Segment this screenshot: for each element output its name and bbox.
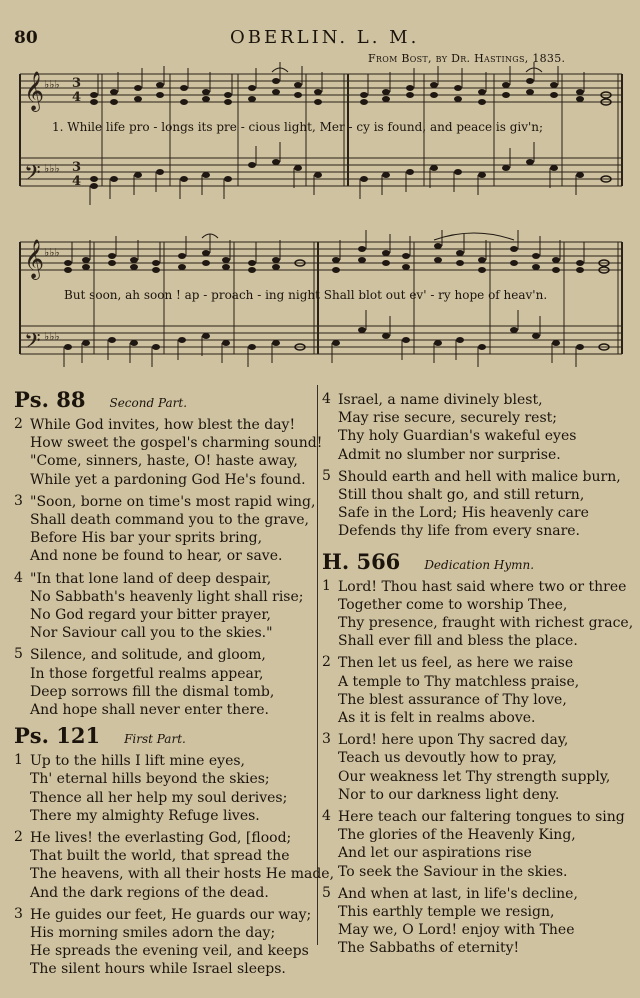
stanza-lines — [338, 578, 633, 651]
svg-text:3: 3 — [72, 76, 82, 91]
stanza-number: 3 — [322, 731, 331, 748]
verse-line: No Sabbath's heavenly light shall rise; — [30, 588, 304, 605]
verse-line: His morning smiles adorn the day; — [30, 925, 276, 942]
page-number: 80 — [14, 28, 38, 48]
stanza-lines — [338, 808, 626, 881]
stanza-number: 4 — [14, 569, 23, 586]
hymn-heading-ps88 — [14, 387, 310, 412]
hymn-heading-h566 — [322, 549, 626, 574]
stanza-lines — [30, 493, 315, 566]
verse-line: And hope shall never enter there. — [30, 702, 269, 719]
verse-line: And let our aspirations rise — [338, 845, 532, 862]
verse-line: The blest assurance of Thy love, — [338, 691, 567, 708]
stanza-number: 2 — [14, 829, 23, 846]
verse-line: Teach us devoutly how to pray, — [338, 750, 557, 767]
verse-line: Th' eternal hills beyond the skies; — [30, 771, 270, 788]
hymn-part: First Part. — [124, 732, 186, 747]
verse-line: He spreads the evening veil, and keeps — [30, 943, 309, 960]
svg-text:3: 3 — [72, 160, 82, 175]
stanza — [322, 731, 626, 804]
verse-line: And when at last, in life's decline, — [338, 885, 578, 902]
verse-line: He guides our feet, He guards our way; — [30, 906, 312, 923]
score-system-1 — [14, 62, 628, 212]
verse-line: Then let us feel, as here we raise — [338, 655, 574, 672]
verse-line: There my almighty Refuge lives. — [30, 807, 260, 824]
music-staff-system-1 — [14, 62, 628, 212]
verse-line: "Come, sinners, haste, O! haste away, — [30, 453, 298, 470]
stanza — [322, 808, 626, 881]
verse-line: And the dark regions of the dead. — [30, 884, 269, 901]
left-column — [14, 385, 335, 983]
verse-line: No God regard your bitter prayer, — [30, 607, 271, 624]
svg-text:♭♭♭: ♭♭♭ — [44, 330, 60, 343]
stanza-number: 5 — [322, 884, 331, 901]
music-staff-system-2 — [14, 230, 628, 380]
svg-text:♭♭♭: ♭♭♭ — [44, 78, 60, 91]
stanza-number: 2 — [14, 416, 23, 432]
stanza-number: 4 — [322, 808, 331, 825]
tune-title: OBERLIN. L. M. — [230, 27, 420, 48]
stanza-lines — [30, 752, 310, 825]
verse-line: Should earth and hell with malice burn, — [338, 468, 621, 485]
verse-line: Before His bar your sprits bring, — [30, 530, 263, 547]
verse-line: Admit no slumber nor surprise. — [338, 446, 561, 463]
score-system-2 — [14, 230, 628, 380]
stanza-lines — [338, 654, 626, 727]
hymn-part: Dedication Hymn. — [424, 557, 535, 572]
verse-line: The Sabbaths of eternity! — [338, 940, 520, 957]
stanza-lines — [30, 906, 311, 979]
verse-line: While God invites, how blest the day! — [30, 417, 296, 433]
stanza-number: 1 — [14, 752, 23, 769]
stanza — [14, 646, 310, 719]
verse-line: May we, O Lord! enjoy with Thee — [338, 922, 575, 939]
stanza — [14, 906, 310, 979]
verse-line: Thence all her help my soul derives; — [30, 789, 288, 806]
stanza-lines — [338, 391, 626, 464]
verse-line: A temple to Thy matchless praise, — [338, 673, 580, 690]
stanza-lines — [30, 829, 334, 902]
svg-text:♭♭♭: ♭♭♭ — [44, 162, 60, 175]
verse-line: While yet a pardoning God He's found. — [30, 471, 306, 488]
stanza-lines — [338, 468, 626, 541]
stanza — [14, 570, 310, 643]
svg-text:𝄢: 𝄢 — [24, 161, 41, 191]
stanza — [322, 468, 626, 541]
lyric-line-1: 1. While life pro - longs its pre - cious light, Mer - cy is found, and peace is giv'n; — [52, 120, 544, 134]
verse-line: As it is felt in realms above. — [338, 710, 536, 727]
stanza-lines — [338, 885, 626, 958]
verse-line: Here teach our faltering tongues to sing — [338, 809, 625, 826]
hymn-heading-ps121 — [14, 723, 310, 748]
stanza-number: 4 — [322, 391, 331, 407]
composer-attribution: From Bost, by Dr. Hastings, 1835. — [368, 52, 566, 65]
svg-text:𝄢: 𝄢 — [24, 329, 41, 359]
verse-line: Shall death command you to the grave, — [30, 512, 309, 529]
verse-line: Nor to our darkness light deny. — [338, 786, 560, 803]
stanza-number: 5 — [322, 467, 331, 484]
stanza-lines — [338, 731, 626, 804]
verse-line: Nor Saviour call you to the skies." — [30, 625, 273, 642]
verse-line: And none be found to hear, or save. — [30, 548, 283, 565]
verse-line: The silent hours while Israel sleeps. — [30, 961, 286, 978]
verse-line: Silence, and solitude, and gloom, — [30, 647, 266, 664]
stanza — [322, 391, 626, 464]
stanza — [14, 492, 316, 566]
verse-line: Defends thy life from every snare. — [338, 523, 580, 540]
verse-line: Together come to worship Thee, — [338, 596, 568, 613]
verse-line: To seek the Saviour in the skies. — [338, 863, 568, 880]
verse-line: May rise secure, securely rest; — [338, 410, 557, 427]
verse-line: In those forgetful realms appear, — [30, 665, 264, 682]
stanza — [14, 752, 310, 825]
verse-line: "Soon, borne on time's most rapid wing, — [30, 493, 316, 510]
right-column — [322, 385, 634, 962]
verse-line: Deep sorrows fill the dismal tomb, — [30, 683, 275, 700]
svg-text:4: 4 — [72, 174, 82, 189]
stanza — [14, 416, 323, 489]
verse-line: Still thou shalt go, and still return, — [338, 487, 585, 504]
hymn-number: Ps. 88 — [14, 387, 86, 412]
verse-line: Thy presence, fraught with richest grace, — [338, 615, 634, 632]
verse-line: Thy holy Guardian's wakeful eyes — [338, 428, 577, 445]
verse-line: Safe in the Lord; His heavenly care — [338, 505, 589, 522]
lyric-line-2: But soon, ah soon ! ap - proach - ing night Shall blot out ev' - ry hope of heav'n. — [64, 288, 548, 302]
verse-line: Lord! here upon Thy sacred day, — [338, 732, 569, 749]
hymn-number: Ps. 121 — [14, 723, 101, 749]
verse-line: How sweet the gospel's charming sound! — [30, 435, 323, 452]
stanza-number: 3 — [14, 492, 23, 509]
hymn-part: Second Part. — [109, 396, 188, 410]
verse-line: Shall ever fill and bless the place. — [338, 633, 578, 650]
stanza — [322, 654, 626, 727]
stanza-lines — [30, 570, 310, 643]
verse-line: Israel, a name divinely blest, — [338, 392, 543, 408]
verse-line: "In that lone land of deep despair, — [30, 570, 272, 587]
stanza — [322, 885, 626, 958]
verse-line: That built the world, that spread the — [30, 848, 290, 865]
stanza-number: 2 — [322, 654, 331, 671]
svg-text:4: 4 — [72, 90, 82, 105]
svg-text:𝄞: 𝄞 — [24, 239, 45, 279]
verse-line: This earthly temple we resign, — [338, 904, 555, 921]
verse-line: The glories of the Heavenly King, — [338, 827, 576, 844]
stanza — [322, 577, 634, 651]
stanza — [14, 829, 335, 902]
svg-text:𝄞: 𝄞 — [24, 71, 45, 111]
stanza-lines — [30, 646, 310, 719]
hymn-number: H. 566 — [322, 548, 401, 574]
stanza-lines — [30, 416, 322, 489]
stanza-number: 3 — [14, 905, 23, 922]
verse-line: He lives! the everlasting God, [flood; — [30, 830, 292, 847]
verse-line: Our weakness let Thy strength supply, — [338, 768, 611, 785]
verse-line: Up to the hills I lift mine eyes, — [30, 753, 245, 770]
verse-line: The heavens, with all their hosts He made, — [30, 866, 335, 883]
svg-text:♭♭♭: ♭♭♭ — [44, 246, 60, 259]
stanza-number: 1 — [322, 577, 331, 594]
verse-line: Lord! Thou hast said where two or three — [338, 578, 627, 595]
stanza-number: 5 — [14, 646, 23, 663]
